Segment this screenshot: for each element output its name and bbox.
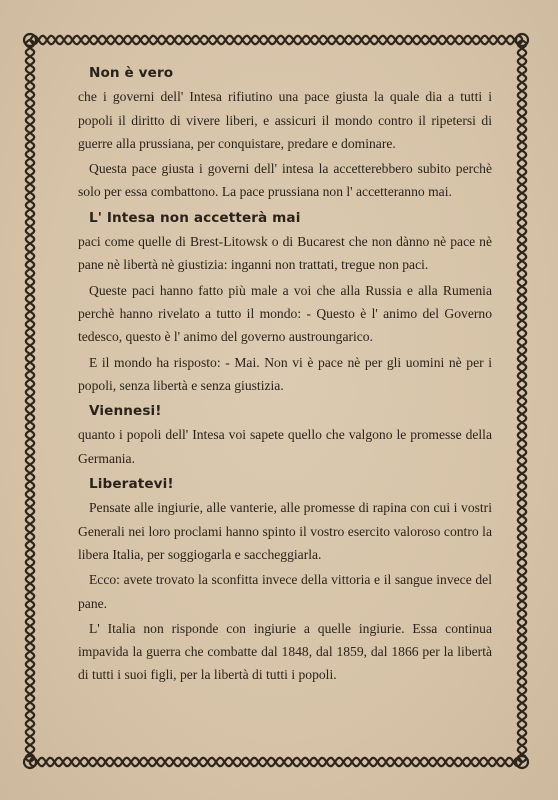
section-heading-intesa: L' Intesa non accetterà mai <box>89 209 301 226</box>
paragraph: che i governi dell' Intesa rifiutino una pace giusta la quale dia a tutti i popoli il diritto di vivere liberi, e assicuri il mondo contro il ripetersi di guerre alla prussiana, per conquistare, predare e dominare. <box>78 89 492 151</box>
paragraph: quanto i popoli dell' Intesa voi sapete quello che valgono le promesse della Germania. <box>78 427 492 466</box>
paragraph: E il mondo ha risposto: - Mai. Non vi è pace nè per gli uomini nè per i popoli, senza libertà e senza giustizia. <box>78 354 492 393</box>
paragraph: Questa pace giusta i governi dell' intesa la accetterebbero subito perchè solo per essa combattono. La pace prussiana non l' accetteranno mai. <box>78 161 492 200</box>
paragraph: Queste paci hanno fatto più male a voi che alla Russia e alla Rumenia perchè hanno rivelato a tutto il mondo: - Questo è l' animo del Governo tedesco, questo è l' animo del governo austroungarico. <box>78 282 492 345</box>
paragraph: Ecco: avete trovato la sconfitta invece della vittoria e il sangue invece del pane. <box>78 572 492 611</box>
section-heading-non-e-vero: Non è vero <box>89 65 174 81</box>
paragraph: paci come quelle di Brest-Litowsk o di Bucarest che non dànno nè pace nè pane nè libertà nè giustizia: inganni non trattati, tregue non paci. <box>78 234 492 273</box>
leaflet-text <box>78 62 492 689</box>
paragraph: Pensate alle ingiurie, alle vanterie, alle promesse di rapina con cui i vostri Generali nei loro proclami hanno spinto il vostro esercito valoroso contro la libera Italia, per soggiogarla e saccheggiarla. <box>78 500 492 562</box>
paragraph: L' Italia non risponde con ingiurie a quelle ingiurie. Essa continua impavida la guerra che combatte dal 1848, dal 1859, dal 1866 per la libertà di tutti i suoi figli, per la libertà di tutti i popoli. <box>78 620 492 683</box>
section-heading-liberatevi: Liberatevi! <box>89 476 174 493</box>
section-heading-viennesi: Viennesi! <box>89 403 162 420</box>
